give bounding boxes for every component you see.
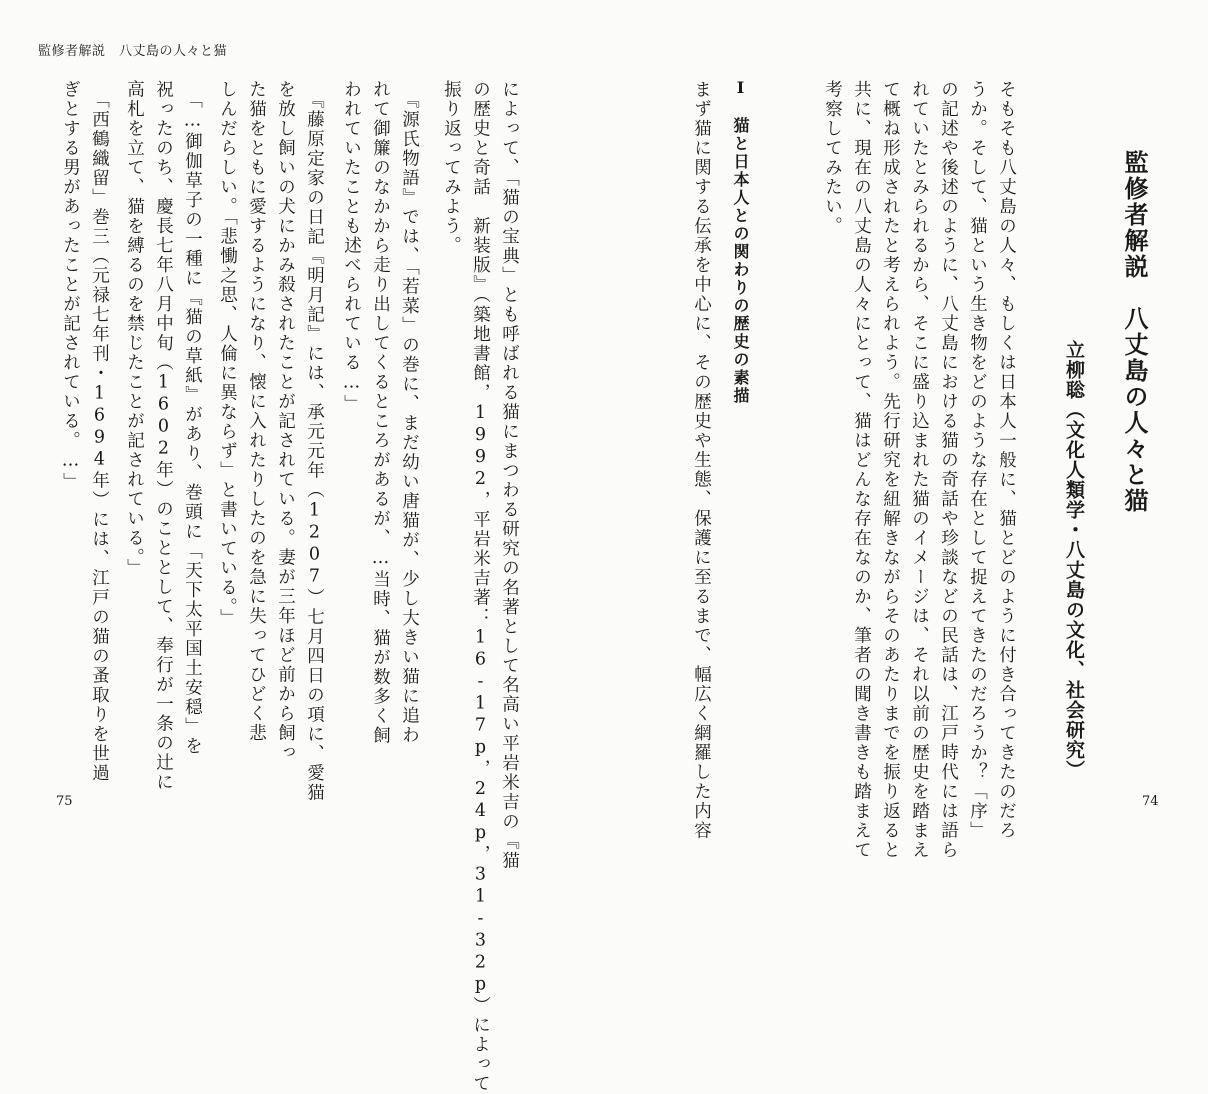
body-line: 考察してみたい。 <box>822 80 843 236</box>
quote-line: ぎとする男があったことが記されている。…」 <box>60 80 81 492</box>
body-line: 共に、現在の八丈島の人々にとって、猫はどんな存在なのか、筆者の聞き書きも踏まえて <box>851 80 872 860</box>
body-line: れていたとみられるから、そこに盛り込まれた猫のイメージは、それ以前の歴史を踏まえ <box>909 80 930 860</box>
quote-line: 『藤原定家の日記『明月記』には、承元元年（1207）七月四日の項に、愛猫 <box>304 80 325 803</box>
essay-title: 監修者解説 八丈島の人々と猫 <box>1120 150 1149 514</box>
body-line: によって、「猫の宝典」とも呼ばれる猫にまつわる研究の名著として名高い平岩米吉の『猫 <box>499 80 520 871</box>
quote-line: しんだらしい。「悲慟之思、人倫に異ならず」と書いている。」 <box>217 80 238 628</box>
page-number-right: 74 <box>1142 794 1159 809</box>
quote-line: 高札を立て、猫を縛るのを禁じたことが記されている。」 <box>124 80 145 579</box>
running-header: 監修者解説 八丈島の人々と猫 <box>38 44 228 59</box>
quote-line: 「西鶴織留」巻三（元禄七年刊・1694年）には、江戸の猫の蚤取りを世過 <box>89 80 110 784</box>
quote-line: を放し飼いの犬にかみ殺されたことが記されている。妻が三年ほど前から飼っ <box>275 80 296 763</box>
quote-line: 祝ったのち、慶長七年八月中旬（1602年）のこととして、奉行が一条の辻に <box>153 80 174 792</box>
quote-line: 「…御伽草子の一種に『猫の草紙』があり、巻頭に「天下太平国土安穏」を <box>182 80 203 757</box>
page-number-left: 75 <box>56 794 73 809</box>
quote-line: れて御簾のなかから走り出してくるところがあるが、…当時、猫が数多く飼 <box>370 80 391 746</box>
body-line: の歴史と奇話 新装版』（築地書館，1992，平岩米吉著：16-17p，24p，31-32p）によって <box>470 80 491 1094</box>
quote-line: た猫をともに愛するようになり、懐に入れたりしたのを急に失ってひどく悲 <box>246 80 267 743</box>
author-line: 立柳聡（文化人類学・八丈島の文化、社会研究） <box>1063 340 1085 780</box>
body-line: の記述や後述のように、八丈島における猫の奇話や珍談などの民話は、江戸時代には語ら <box>938 80 959 860</box>
body-line: て概ね形成されたと考えられよう。先行研究を紐解きながらそのあたりまでを振り返ると <box>880 80 901 860</box>
body-line: うか。そして、猫という生き物をどのような存在として捉えてきたのだろうか？「序」 <box>967 80 988 841</box>
body-line: 振り返ってみよう。 <box>441 80 462 256</box>
body-line: そもそも八丈島の人々、もしくは日本人一般に、猫とどのように付き合ってきたのだろ <box>996 80 1017 841</box>
body-line: まず猫に関する伝承を中心に、その歴史や生態、保護に至るまで、幅広く網羅した内容 <box>691 80 712 841</box>
section-heading: Ⅰ 猫と日本人との関わりの歴史の素描 <box>731 78 750 405</box>
quote-line: 『源氏物語』では、「若菜」の巻に、まだ幼い唐猫が、少し大きい猫に追わ <box>399 80 420 745</box>
quote-line: われていたことも述べられている…」 <box>341 80 362 414</box>
